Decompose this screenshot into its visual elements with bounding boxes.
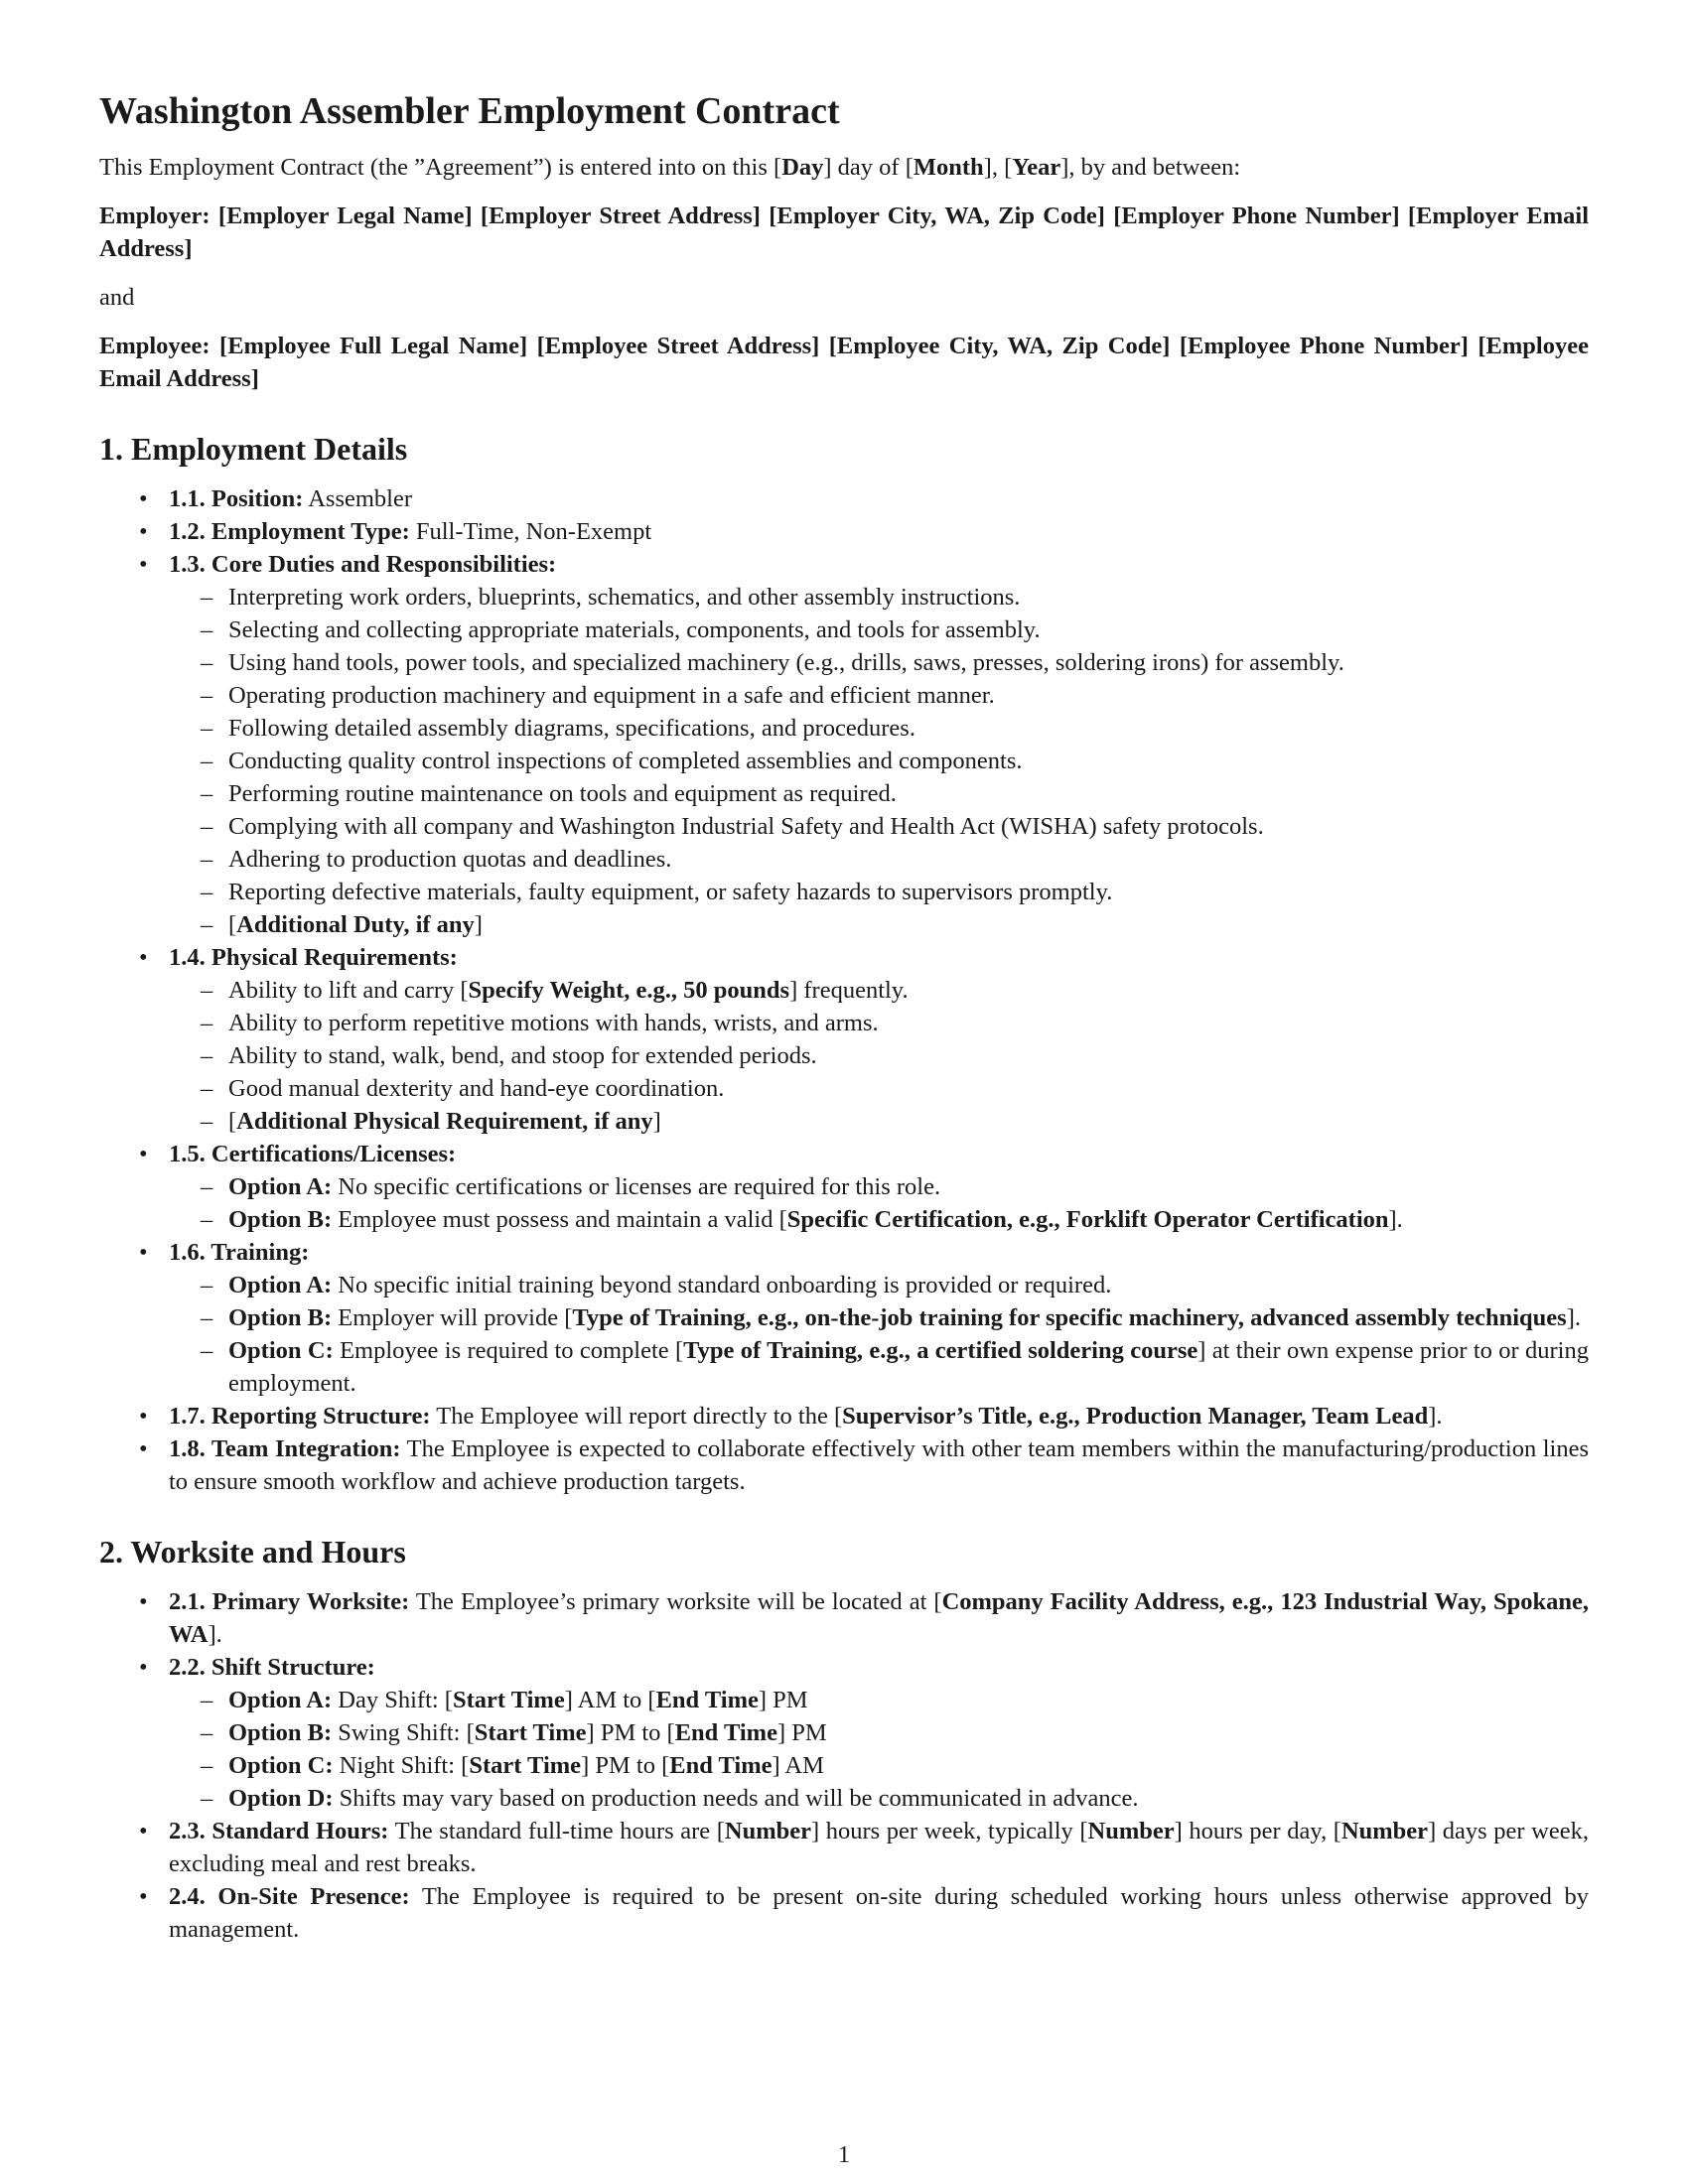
sub-list-item: – Performing routine maintenance on tools and equipment as required. [169, 777, 1589, 810]
sub-list-item: – Reporting defective materials, faulty equipment, or safety hazards to supervisors promptly. [169, 876, 1589, 908]
item-text: ]. [1566, 1304, 1582, 1331]
item-text: Employer will provide [ [332, 1304, 573, 1331]
sub-list-item [169, 1269, 1589, 1301]
training-list [169, 1269, 1589, 1400]
item-label: 2.2. Shift Structure: [169, 1654, 375, 1681]
physical-requirements-list [169, 974, 1589, 1138]
item-text: The Employee is expected to collaborate effectively with other team members within the manufacturing/production lines to ensure smooth workflow and achieve production targets. [169, 1435, 1589, 1495]
employer-block [99, 200, 1589, 265]
sub-list-item: – Following detailed assembly diagrams, specifications, and procedures. [169, 712, 1589, 745]
sub-list-item [169, 1301, 1589, 1334]
sub-list-item [169, 1105, 1589, 1138]
bracket: ] [652, 1108, 661, 1135]
placeholder: Type of Training, e.g., on-the-job training for specific machinery, advanced assembly techniques [572, 1304, 1567, 1331]
month-placeholder: Month [913, 154, 984, 181]
item-text: ] PM to [ [586, 1719, 675, 1746]
placeholder: End Time [655, 1687, 759, 1713]
section-heading-employment-details: 1. Employment Details [99, 431, 408, 467]
item-label: 1.8. Team Integration: [169, 1435, 401, 1462]
page-number: 1 [838, 2142, 850, 2168]
list-item [99, 1400, 1589, 1433]
item-text: ]. [1388, 1206, 1403, 1233]
option-label: Option A: [228, 1272, 333, 1298]
item-label: 1.4. Physical Requirements: [169, 944, 458, 971]
item-text: ] hours per day, [ [1174, 1818, 1341, 1844]
item-label: 1.2. Employment Type: [169, 518, 410, 545]
sub-list-item: – Ability to perform repetitive motions with hands, wrists, and arms. [169, 1007, 1589, 1039]
option-label: Option B: [228, 1206, 333, 1233]
worksite-hours-list [99, 1585, 1589, 1946]
intro-paragraph [99, 151, 1589, 184]
year-placeholder: Year [1012, 154, 1061, 181]
sub-list-item [169, 1334, 1589, 1400]
item-text: Night Shift: [ [333, 1752, 470, 1779]
list-item [99, 1138, 1589, 1236]
sub-list-item [169, 1203, 1589, 1236]
item-label: 2.1. Primary Worksite: [169, 1588, 410, 1615]
item-text: ] at their own expense prior to or during employment. [228, 1337, 1589, 1397]
employment-details-list [99, 482, 1589, 1498]
sub-list-item: – Good manual dexterity and hand-eye coordination. [169, 1072, 1589, 1105]
item-text: Assembler [303, 485, 412, 512]
bracket: [ [228, 911, 237, 938]
employer-details: [Employer Legal Name] [Employer Street Address] [Employer City, WA, Zip Code] [Employer Phone Number] [Employer Email Address] [99, 203, 1590, 262]
placeholder: End Time [669, 1752, 773, 1779]
item-label: 2.3. Standard Hours: [169, 1818, 389, 1844]
item-label: 1.3. Core Duties and Responsibilities: [169, 551, 557, 578]
sub-list-item [169, 1782, 1589, 1815]
item-text: No specific certifications or licenses are required for this role. [332, 1173, 941, 1200]
bracket: [ [228, 1108, 237, 1135]
item-text: ] PM [776, 1719, 827, 1746]
item-text: Shifts may vary based on production needs and will be communicated in advance. [333, 1785, 1139, 1812]
sub-list-item: – Interpreting work orders, blueprints, schematics, and other assembly instructions. [169, 581, 1589, 614]
option-label: Option A: [228, 1687, 333, 1713]
sub-list-item [169, 974, 1589, 1007]
section-heading-worksite-hours: 2. Worksite and Hours [99, 1534, 406, 1570]
sub-list-item: – Adhering to production quotas and deadlines. [169, 843, 1589, 876]
item-text: No specific initial training beyond standard onboarding is provided or required. [332, 1272, 1112, 1298]
option-label: Option A: [228, 1173, 333, 1200]
day-placeholder: Day [781, 154, 824, 181]
sub-list-item [169, 1170, 1589, 1203]
intro-text: ], [ [983, 154, 1013, 181]
certifications-list [169, 1170, 1589, 1236]
item-label: 2.4. On-Site Presence: [169, 1883, 410, 1910]
list-item [99, 1880, 1589, 1946]
item-text: Swing Shift: [ [332, 1719, 475, 1746]
document-page [99, 87, 1589, 1946]
item-label: 1.1. Position: [169, 485, 304, 512]
employee-label: Employee: [99, 333, 220, 359]
placeholder: Type of Training, e.g., a certified soldering course [683, 1337, 1198, 1364]
option-label: Option C: [228, 1752, 334, 1779]
item-text: ]. [208, 1621, 222, 1648]
item-text: ] hours per week, typically [ [811, 1818, 1088, 1844]
sub-list-item: – Using hand tools, power tools, and specialized machinery (e.g., drills, saws, presses, soldering irons) for assembly. [169, 646, 1589, 679]
placeholder: End Time [674, 1719, 777, 1746]
item-text: The standard full-time hours are [ [388, 1818, 725, 1844]
item-label: 1.7. Reporting Structure: [169, 1403, 431, 1430]
item-text: ] days per week, excluding meal and rest breaks. [169, 1818, 1589, 1877]
intro-text: ], by and between: [1060, 154, 1241, 181]
shift-structure-list [169, 1684, 1589, 1815]
list-item [99, 515, 1589, 548]
item-text: Employee is required to complete [ [333, 1337, 684, 1364]
sub-list-item [169, 1749, 1589, 1782]
item-label: 1.6. Training: [169, 1239, 310, 1266]
employer-label: Employer: [99, 203, 218, 229]
placeholder: Company Facility Address, e.g., 123 Industrial Way, Spokane, WA [169, 1588, 1589, 1648]
list-item [99, 1651, 1589, 1815]
list-item [99, 548, 1589, 941]
placeholder: Specify Weight, e.g., 50 pounds [468, 977, 790, 1004]
and-text: and [99, 284, 135, 311]
option-label: Option D: [228, 1785, 334, 1812]
list-item [99, 482, 1589, 515]
list-item [99, 1236, 1589, 1400]
item-label: 1.5. Certifications/Licenses: [169, 1141, 457, 1167]
item-text: ]. [1428, 1403, 1443, 1430]
item-text: ] AM [772, 1752, 824, 1779]
placeholder: Start Time [474, 1719, 587, 1746]
item-text: The Employee is required to be present on-site during scheduled working hours unless otherwise approved by management. [169, 1883, 1589, 1943]
option-label: Option B: [228, 1304, 333, 1331]
placeholder: Number [724, 1818, 811, 1844]
item-text: Full-Time, Non-Exempt [409, 518, 652, 545]
list-item [99, 1585, 1589, 1651]
item-text: The Employee’s primary worksite will be located at [ [409, 1588, 942, 1615]
duties-list [169, 581, 1589, 941]
sub-list-item: – Conducting quality control inspections of completed assemblies and components. [169, 745, 1589, 777]
option-label: Option B: [228, 1719, 333, 1746]
sub-list-item [169, 1684, 1589, 1716]
placeholder: Additional Physical Requirement, if any [236, 1108, 653, 1135]
item-text: ] PM to [ [581, 1752, 670, 1779]
sub-list-item: – Ability to stand, walk, bend, and stoop for extended periods. [169, 1039, 1589, 1072]
employee-details: [Employee Full Legal Name] [Employee Street Address] [Employee City, WA, Zip Code] [Employee Phone Number] [Employee Email Address] [99, 333, 1589, 392]
placeholder: Start Time [469, 1752, 582, 1779]
item-text: ] frequently. [789, 977, 909, 1004]
sub-list-item: – Complying with all company and Washington Industrial Safety and Health Act (WISHA) safety protocols. [169, 810, 1589, 843]
intro-text: ] day of [ [823, 154, 914, 181]
placeholder: Number [1340, 1818, 1429, 1844]
item-text: ] PM [758, 1687, 808, 1713]
list-item [99, 1433, 1589, 1498]
document-title: Washington Assembler Employment Contract [99, 90, 840, 132]
placeholder: Supervisor’s Title, e.g., Production Manager, Team Lead [842, 1403, 1429, 1430]
item-text: Day Shift: [ [332, 1687, 453, 1713]
sub-list-item [169, 908, 1589, 941]
list-item [99, 1815, 1589, 1880]
placeholder: Specific Certification, e.g., Forklift Operator Certification [786, 1206, 1389, 1233]
item-text: ] AM to [ [564, 1687, 656, 1713]
sub-list-item [169, 1716, 1589, 1749]
bracket: ] [474, 911, 483, 938]
list-item [99, 941, 1589, 1138]
placeholder: Start Time [452, 1687, 565, 1713]
item-text: The Employee will report directly to the [ [430, 1403, 843, 1430]
option-label: Option C: [228, 1337, 334, 1364]
item-text: Ability to lift and carry [ [228, 977, 469, 1004]
sub-list-item: – Selecting and collecting appropriate materials, components, and tools for assembly. [169, 614, 1589, 646]
placeholder: Number [1087, 1818, 1175, 1844]
intro-text: This Employment Contract (the ”Agreement”) is entered into on this [ [99, 154, 782, 181]
placeholder: Additional Duty, if any [236, 911, 475, 938]
sub-list-item: – Operating production machinery and equipment in a safe and efficient manner. [169, 679, 1589, 712]
employee-block [99, 330, 1589, 395]
item-text: Employee must possess and maintain a valid [ [332, 1206, 787, 1233]
